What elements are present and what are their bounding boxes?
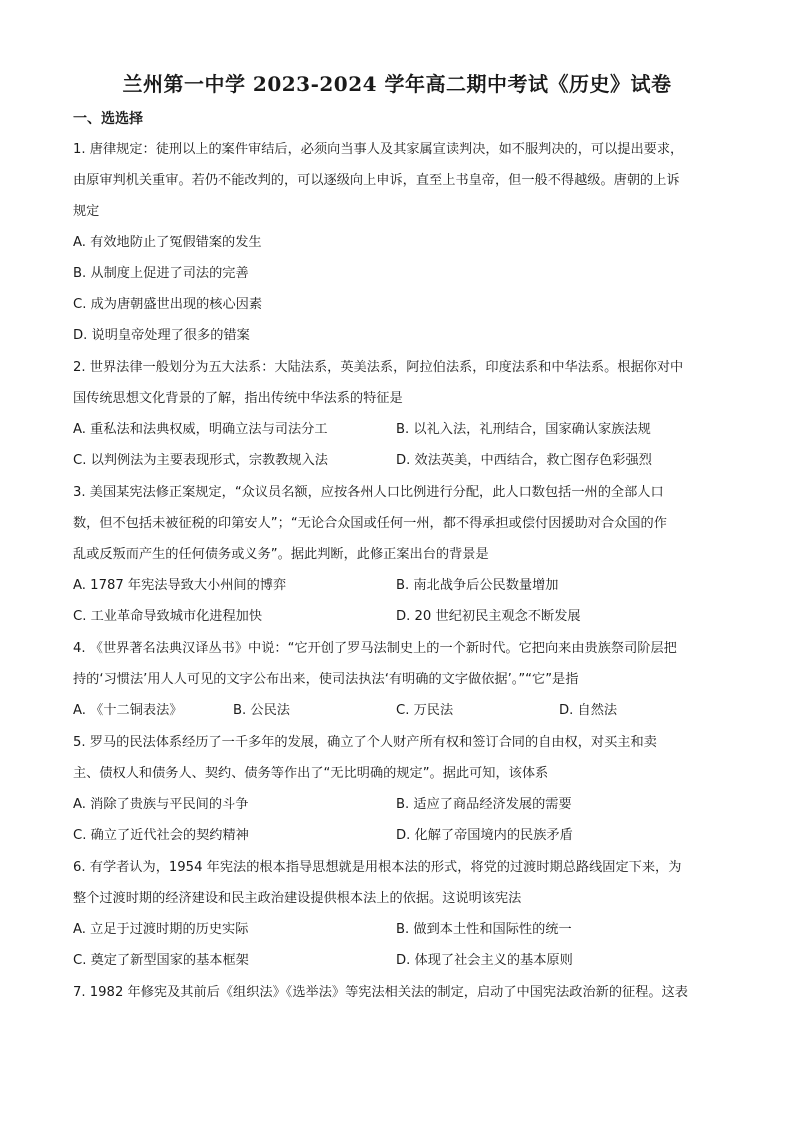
question-6-option-a: A. 立足于过渡时期的历史实际 — [73, 922, 249, 937]
question-5-option-d: D. 化解了帝国境内的民族矛盾 — [396, 828, 573, 843]
question-3-option-c: C. 工业革命导致城市化进程加快 — [73, 609, 263, 624]
question-4-option-a: A. 《十二铜表法》 — [73, 703, 183, 718]
question-5-line-2: 主、债权人和债务人、契约、债务等作出了“无比明确的规定”。据此可知，该体系 — [73, 766, 549, 781]
question-1-line-1: 1. 唐律规定：徒刑以上的案件审结后，必须向当事人及其家属宣读判决，如不服判决的，可以提出要求， — [73, 142, 684, 157]
question-5-option-b: B. 适应了商品经济发展的需要 — [396, 797, 572, 812]
question-5-option-a: A. 消除了贵族与平民间的斗争 — [73, 797, 249, 812]
question-3-option-a: A. 1787 年宪法导致大小州间的博弈 — [73, 578, 287, 593]
question-5-line-1: 5. 罗马的民法体系经历了一千多年的发展，确立了个人财产所有权和签订合同的自由权，对买主和卖 — [73, 735, 657, 750]
page-title: 兰州第一中学 2023-2024 学年高二期中考试《历史》试卷 — [122, 72, 672, 96]
question-7-line-1: 7. 1982 年修宪及其前后《组织法》《选举法》等宪法相关法的制定，启动了中国宪法政治新的征程。这表 — [73, 985, 688, 1000]
question-5-option-c: C. 确立了近代社会的契约精神 — [73, 828, 249, 843]
question-2-option-a: A. 重私法和法典权威，明确立法与司法分工 — [73, 422, 328, 437]
question-1-option-a: A. 有效地防止了冤假错案的发生 — [73, 235, 262, 250]
question-4-option-d: D. 自然法 — [559, 703, 618, 718]
section-heading: 一、选选择 — [73, 111, 143, 127]
question-6-option-b: B. 做到本土性和国际性的统一 — [396, 922, 572, 937]
question-6-option-c: C. 奠定了新型国家的基本框架 — [73, 953, 249, 968]
question-3-line-1: 3. 美国某宪法修正案规定，“众议员名额，应按各州人口比例进行分配，此人口数包括一州的全部人口 — [73, 485, 664, 500]
question-6-line-2: 整个过渡时期的经济建设和民主政治建设提供根本法上的依据。这说明该宪法 — [73, 891, 522, 906]
question-4-line-2: 持的‘习惯法’用人人可见的文字公布出来，使司法执法‘有明确的文字做依据’。”“它”是指 — [73, 672, 579, 687]
question-1-option-d: D. 说明皇帝处理了很多的错案 — [73, 328, 250, 343]
question-4-line-1: 4. 《世界著名法典汉译丛书》中说：“它开创了罗马法制史上的一个新时代。它把向来由贵族祭司阶层把 — [73, 641, 677, 656]
question-3-option-b: B. 南北战争后公民数量增加 — [396, 578, 559, 593]
question-2-option-b: B. 以礼入法，礼刑结合，国家确认家族法规 — [396, 422, 651, 437]
question-4-option-b: B. 公民法 — [233, 703, 290, 718]
question-2-option-c: C. 以判例法为主要表现形式，宗教教规入法 — [73, 453, 328, 468]
question-3-line-3: 乱或反叛而产生的任何债务或义务”。据此判断，此修正案出台的背景是 — [73, 547, 489, 562]
question-3-line-2: 数，但不包括未被征税的印第安人”；“无论合众国或任何一州，都不得承担或偿付因援助对合众国的作 — [73, 516, 667, 531]
question-1-option-b: B. 从制度上促进了司法的完善 — [73, 266, 249, 281]
question-2-line-1: 2. 世界法律一般划分为五大法系：大陆法系，英美法系，阿拉伯法系，印度法系和中华法系。根据你对中 — [73, 360, 684, 375]
question-2-line-2: 国传统思想文化背景的了解，指出传统中华法系的特征是 — [73, 391, 403, 406]
question-4-option-c: C. 万民法 — [396, 703, 454, 718]
question-1-option-c: C. 成为唐朝盛世出现的核心因素 — [73, 297, 263, 312]
question-1-line-2: 由原审判机关重审。若仍不能改判的，可以逐级向上申诉，直至上书皇帝，但一般不得越级。唐朝的上诉 — [73, 173, 680, 188]
question-1-line-3: 规定 — [73, 204, 100, 219]
question-6-option-d: D. 体现了社会主义的基本原则 — [396, 953, 573, 968]
question-2-option-d: D. 效法英美，中西结合，救亡图存色彩强烈 — [396, 453, 652, 468]
question-3-option-d: D. 20 世纪初民主观念不断发展 — [396, 609, 581, 624]
question-6-line-1: 6. 有学者认为，1954 年宪法的根本指导思想就是用根本法的形式，将党的过渡时期总路线固定下来，为 — [73, 860, 682, 875]
